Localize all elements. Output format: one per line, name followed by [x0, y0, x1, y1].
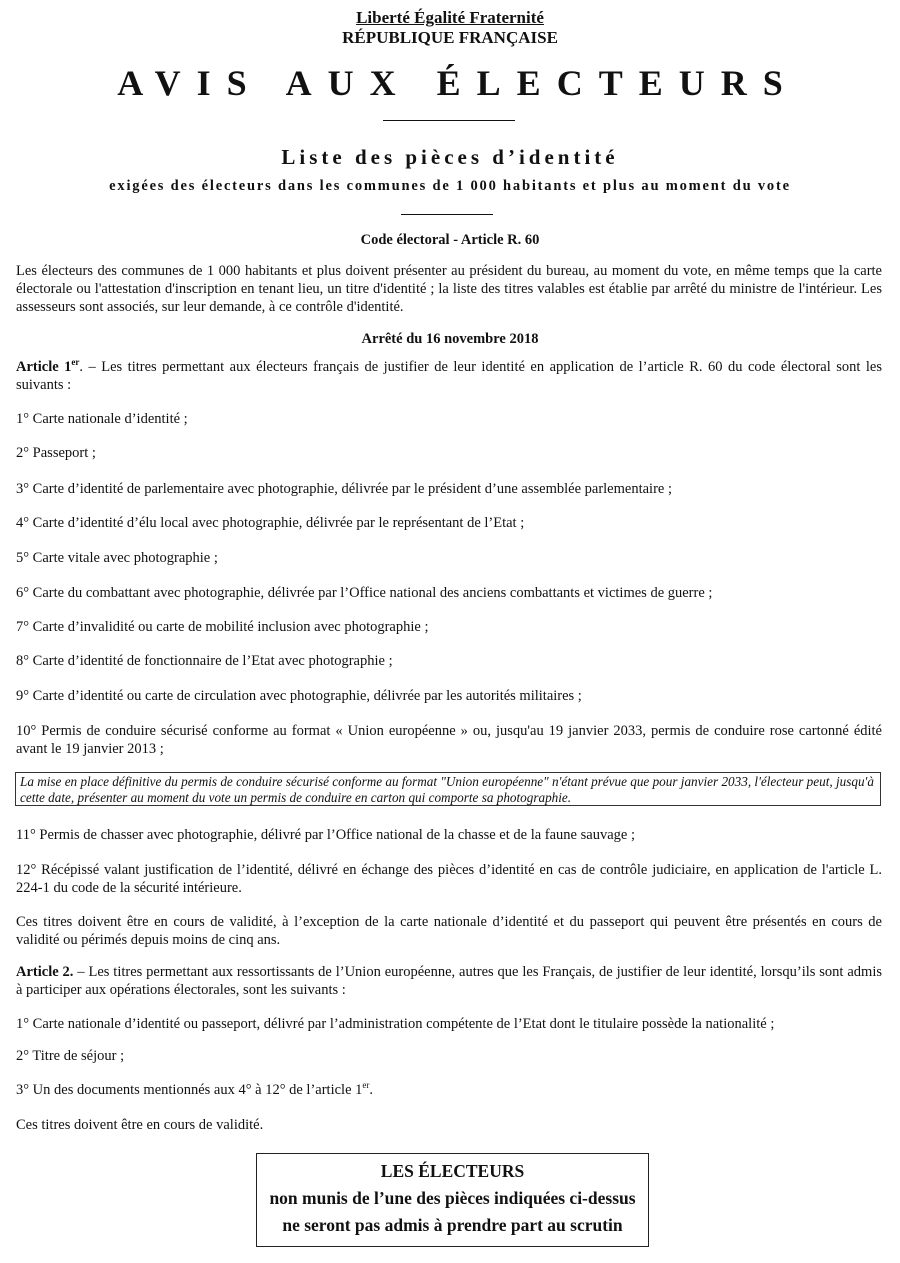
article-1-intro: Article 1er. – Les titres permettant aux électeurs français de justifier de leur identité en application de l’article R. 60 du code électoral sont les suivants :	[16, 357, 882, 393]
page-title: AVIS AUX ÉLECTEURS	[117, 63, 799, 103]
list-item: 6° Carte du combattant avec photographie, délivrée par l’Office national des anciens combattants et victimes de guerre ;	[16, 585, 713, 601]
list-item: 2° Titre de séjour ;	[16, 1048, 125, 1064]
article-2-intro: Article 2. – Les titres permettant aux ressortissants de l’Union européenne, autres que les Français, de justifier de leur identité, lorsqu’ils sont admis à participer aux opérations électorales, sont les suivants :	[16, 964, 882, 998]
list-item: 1° Carte nationale d’identité ;	[16, 411, 188, 427]
article-1-validity: Ces titres doivent être en cours de validité, à l’exception de la carte nationale d’identité et du passeport qui peuvent être présentés en cours de validité ou périmés depuis moins de cinq ans.	[16, 914, 882, 948]
article-1-label: Article 1er	[16, 357, 80, 375]
list-item: 3° Carte d’identité de parlementaire avec photographie, délivrée par le président d’une assemblée parlementaire ;	[16, 481, 672, 497]
arrete-heading: Arrêté du 16 novembre 2018	[361, 331, 539, 347]
list-item: 4° Carte d’identité d’élu local avec photographie, délivrée par le représentant de l’Etat ;	[16, 515, 525, 531]
list-item: 5° Carte vitale avec photographie ;	[16, 550, 218, 566]
code-article-text: Les électeurs des communes de 1 000 habitants et plus doivent présenter au président du bureau, au moment du vote, en même temps que la carte électorale ou l'attestation d'inscription en tenant lieu, un titre d'identité ; la liste des titres valables est établie par arrêté du ministre de l'intérieur. Les assesseurs sont associés, sur leur demande, à ce contrôle d'identité.	[16, 263, 882, 315]
republic-motto: Liberté Égalité Fraternité	[356, 8, 544, 27]
warning-box	[256, 1153, 649, 1247]
article-2-label: Article 2.	[16, 964, 74, 980]
code-article-heading: Code électoral - Article R. 60	[360, 232, 540, 248]
list-item: 8° Carte d’identité de fonctionnaire de l’Etat avec photographie ;	[16, 653, 393, 669]
list-item: 12° Récépissé valant justification de l’identité, délivré en échange des pièces d’identité en cas de contrôle judiciaire, en application de l'article L. 224-1 du code de la sécurité intérieure.	[16, 862, 882, 896]
list-item: 2° Passeport ;	[16, 445, 96, 461]
subtitle-detail: exigées des électeurs dans les communes de 1 000 habitants et plus au moment du vote	[109, 178, 791, 194]
title-divider	[383, 120, 515, 121]
warning-line-2: non munis de l’une des pièces indiquées ci-dessus	[269, 1188, 636, 1208]
list-item: 3° Un des documents mentionnés aux 4° à 12° de l’article 1er.	[16, 1080, 374, 1098]
subtitle-divider	[401, 214, 493, 215]
list-item: 9° Carte d’identité ou carte de circulation avec photographie, délivrée par les autorités militaires ;	[16, 688, 582, 704]
republic-name: RÉPUBLIQUE FRANÇAISE	[342, 28, 558, 47]
driving-licence-note: La mise en place définitive du permis de conduire sécurisé conforme au format "Union européenne" n'étant prévue que pour janvier 2033, l'électeur peut, jusqu'à cette date, présenter au moment du vote un permis de conduire en carton qui comporte sa photographie.	[15, 772, 881, 806]
article-2-validity: Ces titres doivent être en cours de validité.	[16, 1117, 264, 1133]
list-item: 11° Permis de chasser avec photographie, délivré par l’Office national de la chasse et de la faune sauvage ;	[16, 827, 635, 843]
list-item: 7° Carte d’invalidité ou carte de mobilité inclusion avec photographie ;	[16, 619, 429, 635]
warning-line-3: ne seront pas admis à prendre part au scrutin	[282, 1215, 623, 1235]
list-item: 10° Permis de conduire sécurisé conforme au format « Union européenne » ou, jusqu'au 19 janvier 2033, permis de conduire rose cartonné édité avant le 19 janvier 2013 ;	[16, 723, 882, 757]
list-item: 1° Carte nationale d’identité ou passeport, délivré par l’administration compétente de l’Etat dont le titulaire possède la nationalité ;	[16, 1016, 775, 1032]
subtitle: Liste des pièces d’identité	[281, 145, 619, 169]
warning-line-1: LES ÉLECTEURS	[380, 1161, 525, 1181]
